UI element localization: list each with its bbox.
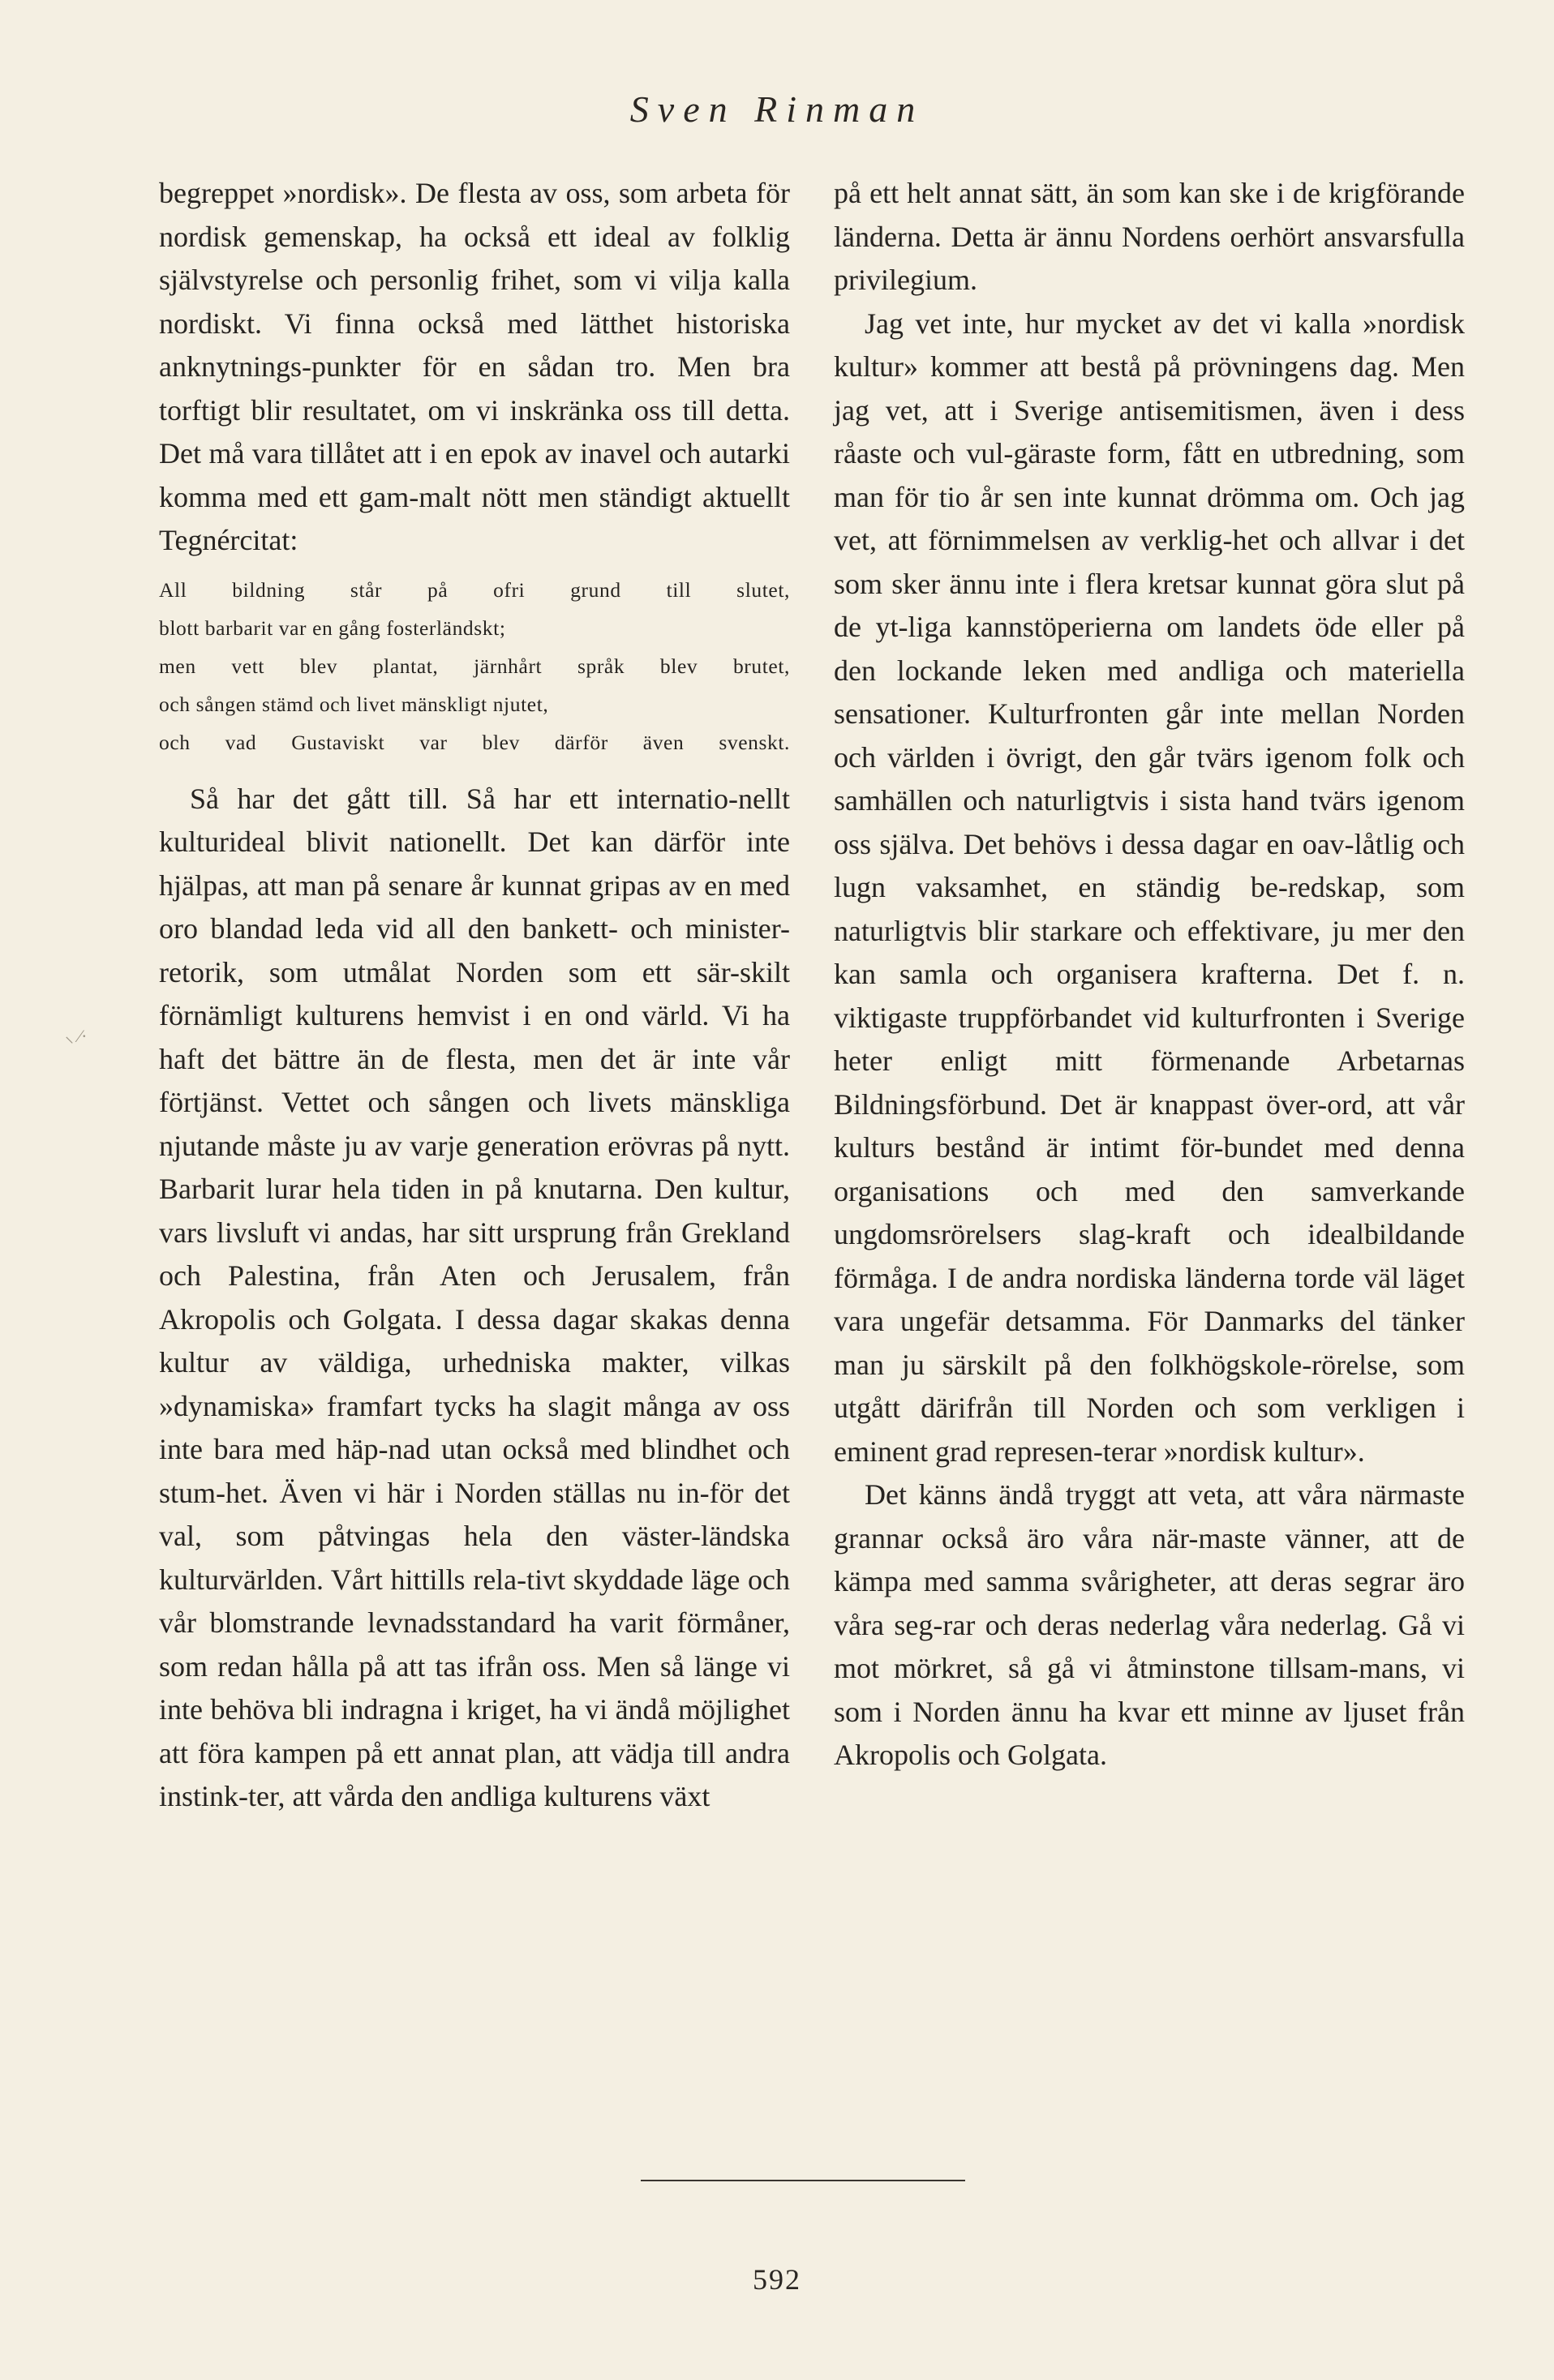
margin-pencil-mark: ⸜ ⁄· [65, 1026, 88, 1046]
right-column [834, 172, 1465, 1777]
footer-rule [641, 2180, 965, 2181]
poem-line: men vett blev plantat, järnhårt språk blev brutet, [159, 654, 790, 678]
paragraph: begreppet »nordisk». De flesta av oss, som arbeta för nordisk gemenskap, ha också ett ideal av folklig självstyrelse och personlig frihet, som vi vilja kalla nordiskt. Vi finna också med lätthet historiska anknytnings-punkter för en sådan tro. Men bra torftigt blir resultatet, om vi inskränka oss till detta. Det må vara tillåtet att i en epok av inavel och autarki komma med ett gam-malt nött men ständigt aktuellt Tegnércitat: [159, 177, 790, 556]
paragraph: Så har det gått till. Så har ett internatio-nellt kulturideal blivit nationellt. Det kan därför inte hjälpas, att man på senare år kunnat gripas av en med oro blandad leda vid all den bankett- och minister-retorik, som utmålat Norden som ett sär-skilt förnämligt kulturens hemvist i en ond värld. Vi ha haft det bättre än de flesta, men det är inte vår förtjänst. Vettet och sången och livets mänskliga njutande måste ju av varje generation erövras på nytt. Barbarit lurar hela tiden in på knutarna. Den kultur, vars livsluft vi andas, har sitt ursprung från Grekland och Palestina, från Aten och Jerusalem, från Akropolis och Golgata. I dessa dagar skakas denna kultur av väldiga, urhedniska makter, vilkas »dynamiska» framfart tycks ha slagit många av oss inte bara med häp-nad utan också med blindhet och stum-het. Även vi här i Norden ställas nu in-för det val, som påtvingas hela den väster-ländska kulturvärlden. Vårt hittills rela-tivt skyddade läge och vår blomstrande levnadsstandard ha varit förmåner, som redan hålla på att tas ifrån oss. Men så länge vi inte behöva bli indragna i kriget, ha vi ändå möjlighet att föra kampen på ett annat plan, att vädja till andra instink-ter, att vårda den andliga kulturens växt [159, 782, 790, 1812]
poem-quotation [159, 571, 790, 761]
left-column [159, 172, 790, 1819]
paragraph: Jag vet inte, hur mycket av det vi kalla »nordisk kultur» kommer att bestå på prövningens dag. Men jag vet, att i Sverige antisemitismen, även i dess råaste och vul-gäraste form, fått en utbredning, som man för tio år sen inte kunnat drömma om. Och jag vet, att förnimmelsen av verklig-het och allvar i det som sker ännu inte i flera kretsar kunnat göra slut på de yt-liga kannstöperierna om landets öde eller på den lockande leken med andliga och materiella sensationer. Kulturfronten går inte mellan Norden och världen i övrigt, den går tvärs igenom folk och samhällen och naturligtvis i sista hand tvärs igenom oss själva. Det behövs i dessa dagar en oav-låtlig och lugn vaksamhet, en ständig be-redskap, som naturligtvis blir starkare och effektivare, ju mer den kan samla och organisera krafterna. Det f. n. viktigaste truppförbandet vid kulturfronten i Sverige heter enligt mitt förmenande Arbetarnas Bildningsförbund. Det är knappast över-ord, att vår kulturs bestånd är intimt för-bundet med denna organisations och med den samverkande ungdomsrörelsers slag-kraft och idealbildande förmåga. I de andra nordiska länderna torde väl läget vara ungefär detsamma. För Danmarks del tänker man ju särskilt på den folkhögskole-rörelse, som utgått därifrån till Norden och som verkligen i eminent grad represen-terar »nordisk kultur». [834, 307, 1465, 1468]
poem-line: All bildning står på ofri grund till slutet, [159, 577, 790, 602]
poem-line: och sången stämd och livet mänskligt njutet, [159, 692, 549, 716]
paragraph: Det känns ändå tryggt att veta, att våra närmaste grannar också äro våra när-maste vänner, att de kämpa med samma svårigheter, att deras segrar äro våra seg-rar och deras nederlag våra nederlag. Gå vi mot mörkret, så gå vi åtminstone tillsam-mans, vi som i Norden ännu ha kvar ett minne av ljuset från Akropolis och Golgata. [834, 1478, 1465, 1771]
running-header: Sven Rinman [629, 88, 925, 130]
paragraph: på ett helt annat sätt, än som kan ske i de krigförande länderna. Detta är ännu Nordens oerhört ansvarsfulla privilegium. [834, 177, 1465, 296]
poem-line: och vad Gustaviskt var blev därför även svenskt. [159, 730, 790, 754]
poem-line: blott barbarit var en gång fosterländskt; [159, 615, 506, 640]
page-number: 592 [753, 2263, 801, 2296]
